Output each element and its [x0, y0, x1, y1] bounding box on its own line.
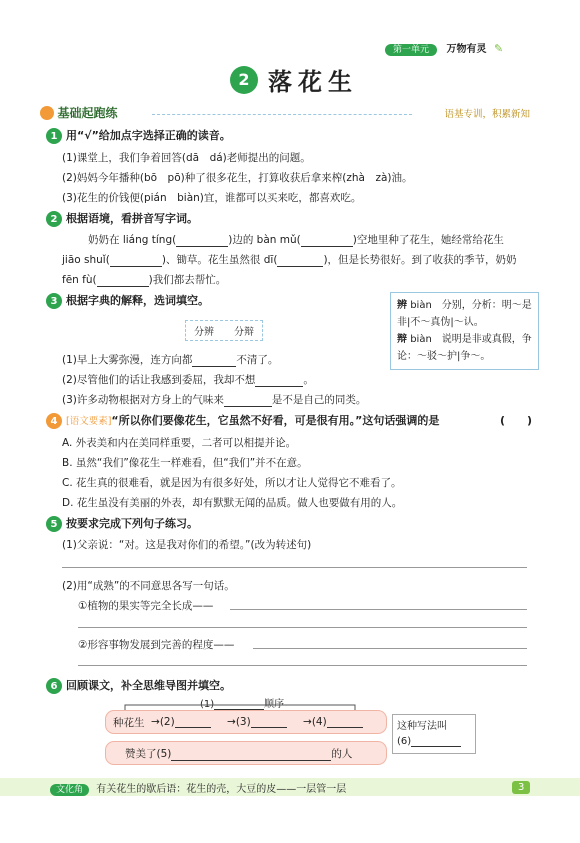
q3-head: 根据字典的解释，选词填空。 — [66, 294, 209, 307]
question-5 — [46, 515, 198, 532]
q4-answer-paren: ( ) — [499, 414, 532, 427]
mind-map-side-box — [392, 714, 476, 754]
mind-map-top-label: (1) 顺序 — [200, 699, 285, 710]
culture-label: 文化角 — [50, 784, 89, 796]
q6-head: 回顾课文，补全思维导图并填空。 — [66, 679, 231, 692]
lesson-title-text: 落花生 — [268, 68, 358, 96]
answer-line[interactable] — [253, 648, 527, 649]
q1-line-3: (3)花生的价钱便(pián biàn)宜，谁都可以买来吃，都喜欢吃。 — [62, 192, 362, 204]
q3-dictionary-box — [390, 292, 539, 370]
answer-line[interactable] — [78, 665, 527, 666]
answer-line[interactable] — [62, 567, 527, 568]
mind-map — [105, 695, 385, 770]
q1-head: 用“√”给加点字选择正确的读音。 — [66, 129, 231, 142]
unit-header — [385, 40, 503, 55]
q1-line-1: (1)课堂上，我们争着回答(dā dá)老师提出的问题。 — [62, 152, 311, 164]
q5-line-2: (2)用“成熟”的不同意思各写一句话。 — [62, 580, 235, 592]
page-number: 3 — [512, 781, 530, 794]
q5-line-3: ①植物的果实等完全长成—— — [78, 600, 214, 612]
q1-line-2: (2)妈妈今年播种(bō pō)种了很多花生，打算收获后拿来榨(zhà zà)油。 — [62, 172, 413, 184]
q2-line-1: 奶奶在 liáng tíng( )边的 bàn mǔ( )空地里种了花生，她经常给花生 — [88, 234, 504, 246]
q4-option-c: C. 花生真的很难看，就是因为有很多好处，所以才让人觉得它不难看了。 — [62, 477, 402, 489]
runner-icon — [40, 106, 54, 120]
question-4 — [46, 412, 536, 429]
lesson-title — [230, 62, 358, 97]
mind-map-node-3[interactable]: →(3) — [227, 715, 287, 728]
q4-tag: [语文要素] — [66, 416, 112, 427]
answer-line[interactable] — [230, 609, 527, 610]
dict-text-2: biàn 说明是非或真假，争论：～驳～护|争～。 — [397, 334, 532, 362]
q4-option-a: A. 外表美和内在美同样重要，二者可以相提并论。 — [62, 437, 297, 449]
q4-option-b: B. 虽然“我们”像花生一样难看，但“我们”并不在意。 — [62, 457, 308, 469]
question-2 — [46, 210, 198, 227]
side-label: 这种写法叫 — [397, 721, 447, 732]
unit-name: 万物有灵 — [446, 44, 487, 55]
q3-line-3: (3)许多动物根据对方身上的气味来 是不是自己的同类。 — [62, 394, 367, 406]
side-blank[interactable]: (6) — [393, 734, 475, 747]
q5-line-1: (1)父亲说：“对。这是我对你们的希望。”(改为转述句) — [62, 539, 312, 551]
footer-text: 有关花生的歇后语：花生的壳，大豆的皮——一层管一层 — [96, 784, 347, 795]
question-3 — [46, 292, 209, 309]
q4-option-d: D. 花生虽没有美丽的外表，却有默默无闻的品质。做人也要做有用的人。 — [62, 497, 403, 509]
footer — [50, 780, 346, 795]
q3-line-2: (2)尽管他们的话让我感到委屈，我却不想 。 — [62, 374, 314, 386]
dict-char-1: 辨 — [397, 300, 407, 311]
question-1 — [46, 127, 231, 144]
mind-map-start: 种花生 — [113, 717, 145, 729]
lesson-number: 2 — [230, 66, 258, 94]
q3-word-box: 分辨 分辩 — [185, 320, 263, 341]
q4-head: “所以你们要像花生，它虽然不好看，可是很有用。”这句话强调的是 — [111, 414, 440, 427]
answer-line[interactable] — [78, 627, 527, 628]
mind-map-node-4[interactable]: →(4) — [303, 715, 363, 728]
q2-number: 2 — [46, 211, 62, 227]
q2-head: 根据语境，看拼音写字词。 — [66, 212, 198, 225]
q2-line-2: jiāo shuǐ( )、锄草。花生虽然很 dī( )，但是长势很好。到了收获的季节，奶奶 — [62, 254, 517, 266]
q2-line-3: fēn fù( )我们都去帮忙。 — [62, 274, 227, 286]
q5-head: 按要求完成下列句子练习。 — [66, 517, 198, 530]
dict-char-2: 辩 — [397, 334, 407, 345]
mind-map-node-2[interactable]: →(2) — [151, 715, 211, 728]
q1-number: 1 — [46, 128, 62, 144]
unit-label: 第一单元 — [385, 44, 437, 56]
pencil-icon: ✎ — [494, 42, 504, 55]
section-banner — [40, 104, 530, 122]
question-6 — [46, 677, 231, 694]
q6-number: 6 — [46, 678, 62, 694]
page-number-badge — [512, 780, 530, 793]
q3-number: 3 — [46, 293, 62, 309]
q4-number: 4 — [46, 413, 62, 429]
divider — [152, 114, 412, 115]
q5-line-4: ②形容事物发展到完善的程度—— — [78, 639, 235, 651]
section-label: 基础起跑练 — [57, 106, 118, 120]
q5-number: 5 — [46, 516, 62, 532]
section-slogan: 语基专训，积累新知 — [444, 109, 530, 120]
dict-text-1: biàn 分别，分析：明～是非|不～真伪|～认。 — [397, 300, 532, 328]
mind-map-bottom-text[interactable]: 赞美了(5) 的人 — [125, 748, 353, 760]
q3-line-1: (1)早上大雾弥漫，连方向都 不清了。 — [62, 354, 279, 366]
